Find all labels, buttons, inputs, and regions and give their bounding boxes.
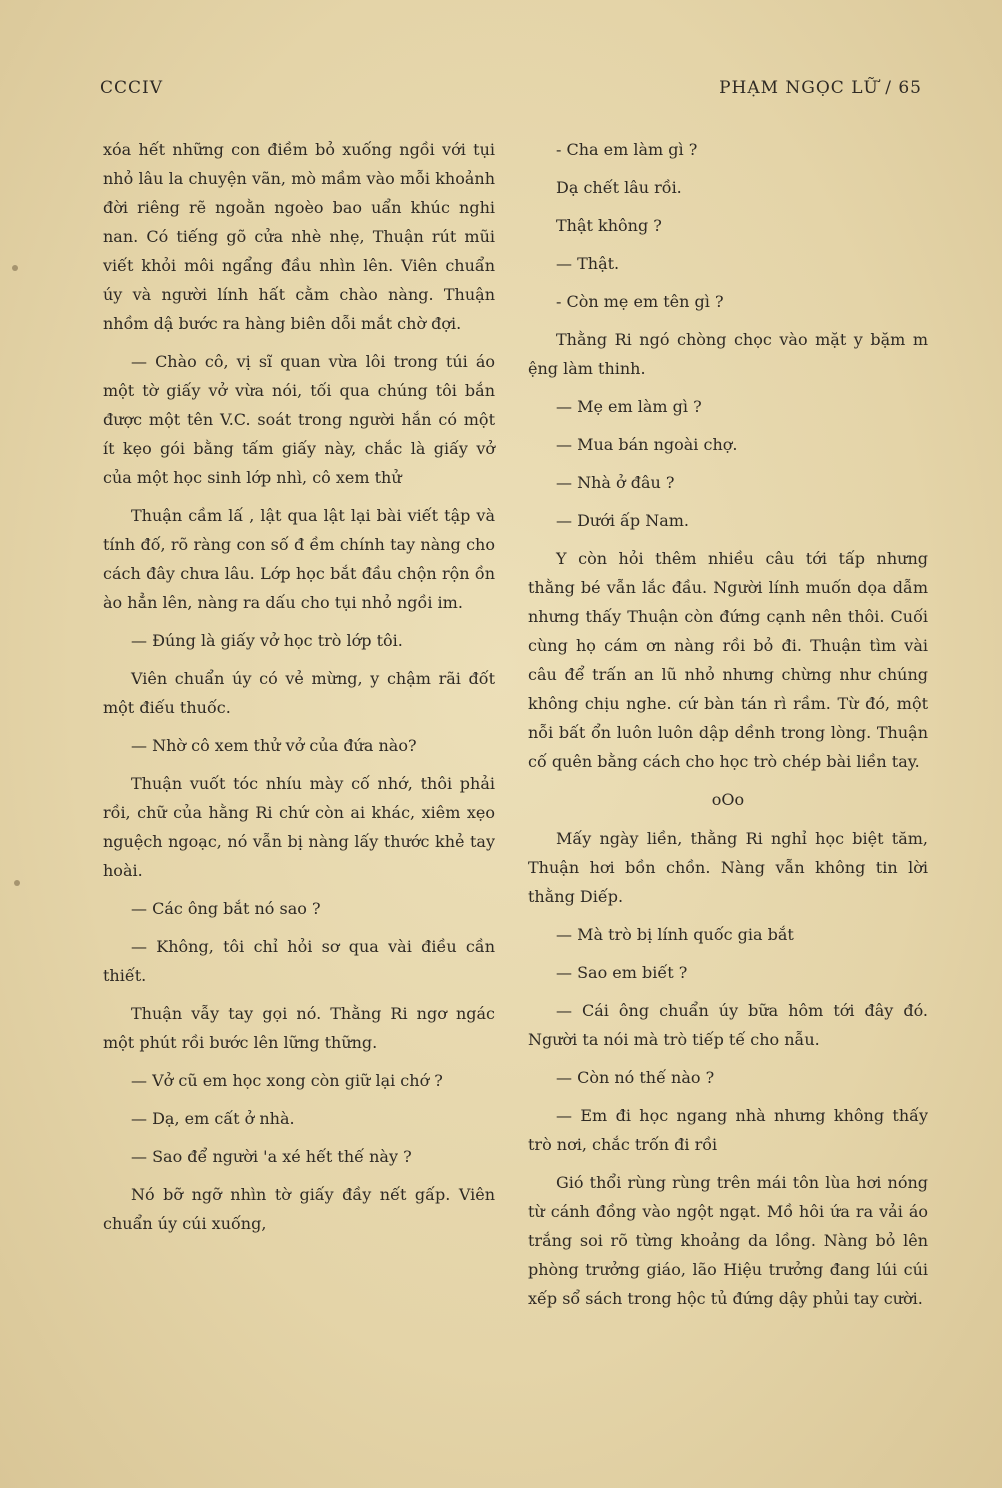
paragraph: Thằng Ri ngó chòng chọc vào mặt y bặm m ệng làm thinh.	[528, 330, 928, 378]
edge-speck	[14, 880, 20, 886]
section-separator: oOo	[711, 790, 745, 809]
paragraph: — Thật.	[556, 254, 620, 273]
page-header	[100, 78, 922, 102]
paragraph: — Vở cũ em học xong còn giữ lại chớ ?	[131, 1071, 443, 1090]
paragraph: Thuận cầm lấ , lật qua lật lại bài viết tập và tính đố, rõ ràng con số đ ềm chính tay nàng cho cách đây chưa lâu. Lớp học bắt đầu chộn rộn ồn ào hẳn lên, nàng ra dấu cho tụi nhỏ ngồi im.	[103, 506, 495, 612]
paragraph: Mấy ngày liền, thằng Ri nghỉ học biệt tăm, Thuận hơi bồn chồn. Nàng vẫn không tin lời thằng Diếp.	[528, 829, 928, 906]
paragraph: — Dạ, em cất ở nhà.	[131, 1109, 295, 1128]
paragraph: — Nhà ở đâu ?	[556, 473, 675, 492]
paragraph: — Cái ông chuẩn úy bữa hôm tới đây đó. Người ta nói mà trò tiếp tế cho nẫu.	[528, 1001, 928, 1049]
header-author-page: PHẠM NGỌC LỮ / 65	[719, 78, 922, 98]
paragraph: — Mua bán ngoài chợ.	[556, 435, 738, 454]
paragraph: — Các ông bắt nó sao ?	[131, 899, 321, 918]
paragraph: - Cha em làm gì ?	[556, 140, 698, 159]
paragraph: xóa hết những con điềm bỏ xuống ngồi với tụi nhỏ lâu la chuyện vãn, mò mầm vào mỗi khoảnh đời riêng rẽ ngoằn ngoèo bao uẩn khúc nghi nan. Có tiếng gõ cửa nhè nhẹ, Thuận rút mũi viết khỏi môi ngẩng đầu nhìn lên. Viên chuẩn úy và người lính hất cằm chào nàng. Thuận nhồm dậ bước ra hàng biên dỗi mắt chờ đợi.	[103, 140, 495, 333]
paragraph: — Không, tôi chỉ hỏi sơ qua vài điều cần thiết.	[103, 937, 495, 985]
paragraph: — Sao để người 'a xé hết thế này ?	[131, 1147, 412, 1166]
paragraph: — Nhờ cô xem thử vở của đứa nào?	[131, 736, 417, 755]
left-column	[103, 135, 495, 1247]
header-section-number: CCCIV	[100, 78, 164, 98]
paragraph: — Dưới ấp Nam.	[556, 511, 689, 530]
paragraph: - Còn mẹ em tên gì ?	[556, 292, 724, 311]
paragraph: — Sao em biết ?	[556, 963, 688, 982]
paragraph: — Mà trò bị lính quốc gia bắt	[556, 925, 794, 944]
paragraph: Gió thổi rùng rùng trên mái tôn lùa hơi nóng từ cánh đồng vào ngột ngạt. Mồ hôi ứa ra vải áo trắng soi rõ từng khoảng da lồng. Nàng bỏ lên phòng trưởng giáo, lão Hiệu trưởng đang lúi cúi xếp sổ sách trong hộc tủ đứng dậy phủi tay cười.	[528, 1173, 928, 1308]
paragraph: Viên chuẩn úy có vẻ mừng, y chậm rãi đốt một điếu thuốc.	[103, 669, 495, 717]
paragraph: Thuận vẫy tay gọi nó. Thằng Ri ngơ ngác một phút rồi bước lên lững thững.	[103, 1004, 495, 1052]
right-column	[528, 135, 928, 1322]
paragraph: — Chào cô, vị sĩ quan vừa lôi trong túi áo một tờ giấy vở vừa nói, tối qua chúng tôi bắn được một tên V.C. soát trong người hắn có một ít kẹo gói bằng tấm giấy này, chắc là giấy vở của một học sinh lớp nhì, cô xem thử	[103, 352, 495, 487]
paragraph: — Em đi học ngang nhà nhưng không thấy trò nơi, chắc trốn đi rồi	[528, 1106, 928, 1154]
paragraph: — Còn nó thế nào ?	[556, 1068, 715, 1087]
paragraph: Dạ chết lâu rồi.	[556, 178, 682, 197]
paragraph: Thuận vuốt tóc nhíu mày cố nhớ, thôi phải rồi, chữ của hằng Ri chứ còn ai khác, xiêm xẹo nguệch ngoạc, nó vẫn bị nàng lấy thước khẻ tay hoài.	[103, 774, 495, 880]
paragraph: Y còn hỏi thêm nhiều câu tới tấp nhưng thằng bé vẫn lắc đầu. Người lính muốn dọa dẫm nhưng thấy Thuận còn đứng cạnh nên thôi. Cuối cùng họ cám ơn nàng rồi bỏ đi. Thuận tìm vài câu để trấn an lũ nhỏ nhưng chừng như chúng không chịu nghe. cứ bàn tán rì rầm. Từ đó, một nỗi bất ổn luôn luôn dập dềnh trong lòng. Thuận cố quên bằng cách cho học trò chép bài liền tay.	[528, 549, 928, 771]
paragraph: — Mẹ em làm gì ?	[556, 397, 702, 416]
edge-speck	[12, 265, 18, 271]
paragraph: Thật không ?	[556, 216, 662, 235]
paragraph: Nó bỡ ngỡ nhìn tờ giấy đầy nết gấp. Viên chuẩn úy cúi xuống,	[103, 1185, 495, 1233]
paragraph: — Đúng là giấy vở học trò lớp tôi.	[131, 631, 403, 650]
